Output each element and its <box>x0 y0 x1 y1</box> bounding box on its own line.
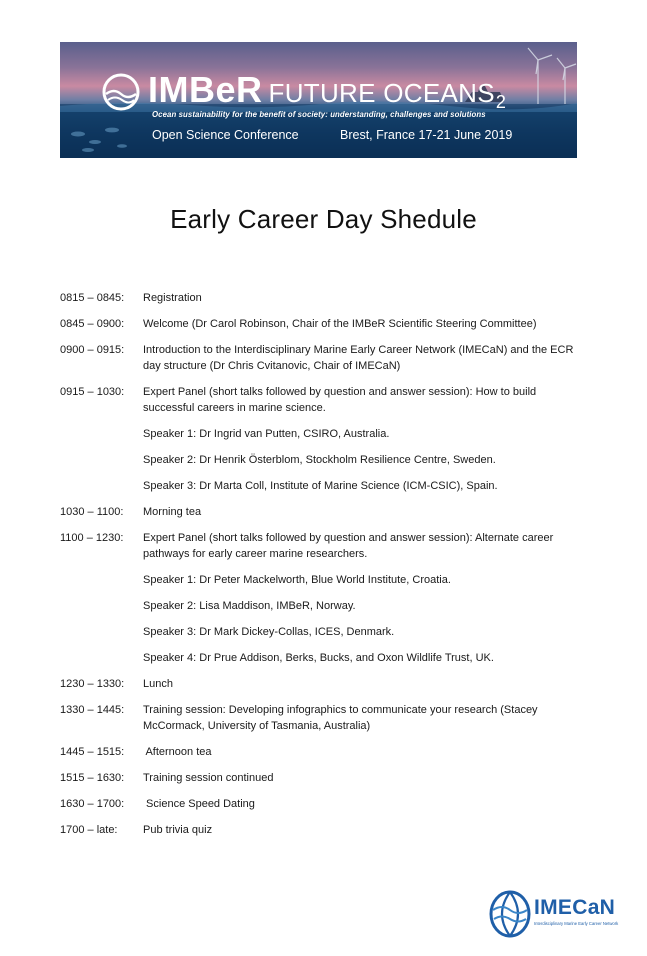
imecan-globe-icon <box>488 884 532 940</box>
speaker-entry: Speaker 2: Lisa Maddison, IMBeR, Norway. <box>143 600 356 612</box>
schedule-item: Registration <box>143 292 202 304</box>
schedule-item: Introduction to the Interdisciplinary Marine Early Career Network (IMECaN) and the ECR day structure (Dr Chris Cvitanovic, Chair of IMECaN) <box>143 344 574 372</box>
schedule-time: 1700 – late: <box>60 824 118 836</box>
schedule-time: 0900 – 0915: <box>60 344 125 356</box>
schedule-time: 0845 – 0900: <box>60 318 125 330</box>
schedule-time: 1030 – 1100: <box>60 506 124 518</box>
schedule-time: 1100 – 1230: <box>60 532 124 544</box>
schedule-item: Training session: Developing infographics to communicate your research (Stacey McCormack, University of Tasmania, Australia) <box>143 704 538 732</box>
speaker-entry: Speaker 3: Dr Mark Dickey-Collas, ICES, Denmark. <box>143 626 395 638</box>
schedule-item: Pub trivia quiz <box>143 824 213 836</box>
banner-tagline: Ocean sustainability for the benefit of society: understanding, challenges and solutions <box>152 110 486 119</box>
schedule-item: Lunch <box>143 678 173 690</box>
speaker-entry: Speaker 3: Dr Marta Coll, Institute of Marine Science (ICM-CSIC), Spain. <box>143 480 498 492</box>
imecan-logo <box>488 884 638 940</box>
schedule-item: Expert Panel (short talks followed by question and answer session): Alternate career pathways for early career marine researchers. <box>143 532 554 560</box>
speaker-entry: Speaker 4: Dr Prue Addison, Berks, Bucks, and Oxon Wildlife Trust, UK. <box>143 652 494 664</box>
schedule-time: 1630 – 1700: <box>60 798 125 810</box>
banner-brand: IMBeR <box>148 69 263 110</box>
page-title: Early Career Day Shedule <box>170 204 477 234</box>
speaker-entry: Speaker 1: Dr Peter Mackelworth, Blue World Institute, Croatia. <box>143 574 451 586</box>
schedule-item: Training session continued <box>143 772 274 784</box>
schedule-time: 1230 – 1330: <box>60 678 125 690</box>
banner-location-dates: Brest, France 17-21 June 2019 <box>340 128 513 142</box>
banner-conference: Open Science Conference <box>152 128 299 142</box>
schedule-time: 1330 – 1445: <box>60 704 125 716</box>
imber-globe-icon <box>98 72 144 112</box>
schedule-item: Expert Panel (short talks followed by question and answer session): How to build successful careers in marine science. <box>143 386 537 414</box>
schedule-time: 0915 – 1030: <box>60 386 125 398</box>
schedule-time: 0815 – 0845: <box>60 292 125 304</box>
schedule-time: 1445 – 1515: <box>60 746 125 758</box>
conference-banner <box>60 42 577 158</box>
banner-title <box>148 69 506 112</box>
schedule-item: Afternoon tea <box>143 746 212 758</box>
imecan-logo-subtitle: Interdisciplinary Marine Early Career Network <box>534 921 619 926</box>
speaker-entry: Speaker 1: Dr Ingrid van Putten, CSIRO, Australia. <box>143 428 390 440</box>
schedule-item: Welcome (Dr Carol Robinson, Chair of the IMBeR Scientific Steering Committee) <box>143 318 537 330</box>
speaker-entry: Speaker 2: Dr Henrik Österblom, Stockholm Resilience Centre, Sweden. <box>143 454 496 466</box>
schedule-time: 1515 – 1630: <box>60 772 125 784</box>
schedule-item: Science Speed Dating <box>143 798 255 810</box>
imecan-logo-name: IMECaN <box>534 896 616 919</box>
banner-title-rest: FUTURE OCEANS <box>268 78 495 108</box>
banner-title-number: 2 <box>495 92 506 112</box>
schedule-item: Morning tea <box>143 506 202 518</box>
